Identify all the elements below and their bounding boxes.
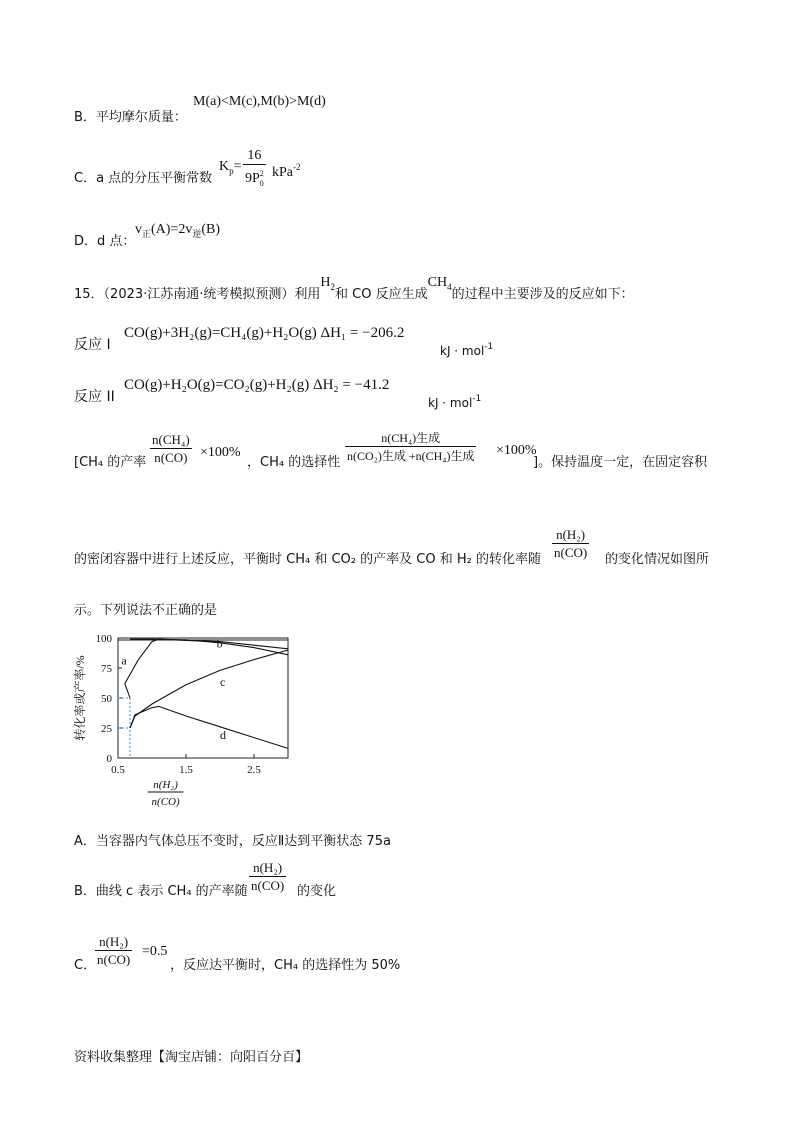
- y-tick-label: 50: [101, 693, 112, 705]
- answer-c-label: C．: [74, 958, 97, 973]
- kp-fraction: $\frac{16}{9P^2_0}$: [245, 148, 264, 188]
- selectivity-fraction: n(CH₄)生成 n(CO₂)生成 +n(CH₄)生成: [347, 431, 475, 463]
- y-tick-label: 25: [101, 723, 112, 735]
- selectivity-pct: ×100%: [496, 443, 537, 458]
- series-line-c: [130, 650, 288, 728]
- y-tick-label: 100: [95, 633, 112, 645]
- q15-line3: 示。下列说法不正确的是: [74, 603, 218, 618]
- series-line-a: [125, 636, 288, 698]
- option-c-label: C．a 点的分压平衡常数: [74, 171, 213, 186]
- answer-c-fraction: $\frac{\text{n(H₂)}}{n(CO)}$: [97, 934, 131, 967]
- x-axis-label-numerator: n(H₂): [153, 779, 178, 791]
- series-label-a: a: [121, 653, 127, 668]
- q15-intro: 15．（2023·江苏南通·统考模拟预测）利用$H_2$和 CO 反应生成$CH_4$的过程中主要涉及的反应如下：: [74, 275, 634, 302]
- answer-b-fraction: $\frac{\text{n(H₂)}}{n(CO)}$: [251, 860, 285, 893]
- reaction-2-equation: CO(g)+H₂O(g)=CO₂(g)+H₂(g) ΔH₂ = −41.2: [124, 377, 390, 393]
- kp-symbol: $K_p=$: [219, 159, 242, 176]
- option-d-label: D．d 点：: [74, 234, 136, 249]
- yield-fraction: $\frac{\text{n(CH₄)}}{n(CO)}$: [152, 432, 190, 465]
- reaction-1-unit: kJ · mol$^{-1}$: [440, 342, 494, 358]
- q15-line2-tail: 的变化情况如图所: [605, 552, 710, 567]
- yield-pct: ×100%: [200, 445, 241, 460]
- series-label-d: d: [220, 727, 226, 742]
- def-yield-label: [CH₄ 的产率: [74, 455, 147, 470]
- x-tick-label: 2.5: [247, 764, 261, 776]
- reaction-2-label: 反应 II: [74, 389, 115, 405]
- x-tick-label: 1.5: [179, 764, 193, 776]
- reaction-1-label: 反应 I: [74, 337, 111, 353]
- reaction-1-equation: CO(g)+3H₂(g)=CH₄(g)+H₂O(g) ΔH₁ = −206.2: [124, 325, 405, 341]
- option-d-formula: $v_正(A)=2v_逆(B)$: [135, 222, 221, 239]
- y-tick-label: 75: [101, 663, 112, 675]
- reaction-2-unit: kJ · mol$^{-1}$: [428, 394, 482, 410]
- series-line-d: [130, 706, 288, 748]
- answer-b: B．曲线 c 表示 CH₄ 的产率随: [74, 884, 248, 899]
- x-axis-label-denominator: n(CO): [151, 796, 180, 808]
- footer-note: 资料收集整理【淘宝店铺：向阳百分百】: [74, 1050, 309, 1065]
- y-axis-label: 转化率或产率/%: [73, 655, 87, 741]
- x-tick-label: 0.5: [111, 764, 125, 776]
- q15-line2: 的密闭容器中进行上述反应，平衡时 CH₄ 和 CO₂ 的产率及 CO 和 H₂ 的转化率随: [74, 552, 541, 567]
- answer-c-tail: ，反应达平衡时，CH₄ 的选择性为 50%: [170, 958, 401, 973]
- def-tail: ]。保持温度一定，在固定容积: [533, 455, 708, 470]
- option-b-label: B．平均摩尔质量：: [74, 110, 187, 125]
- def-selectivity-label: ，CH₄ 的选择性: [247, 455, 341, 470]
- y-tick-label: 0: [106, 753, 112, 765]
- conversion-yield-chart: [70, 622, 310, 812]
- answer-a: A．当容器内气体总压不变时，反应Ⅱ达到平衡状态 75a: [74, 834, 391, 849]
- ratio-fraction: $\frac{\text{n(H₂)}}{n(CO)}$: [554, 527, 588, 560]
- series-label-c: c: [220, 675, 226, 689]
- answer-c-eq: =0.5: [142, 944, 168, 959]
- series-label-b: b: [216, 636, 223, 651]
- answer-b-tail: 的变化: [297, 884, 337, 899]
- kp-unit: kPa$^{-2}$: [272, 162, 301, 180]
- option-b-formula: M(a)<M(c),M(b)>M(d): [193, 94, 326, 109]
